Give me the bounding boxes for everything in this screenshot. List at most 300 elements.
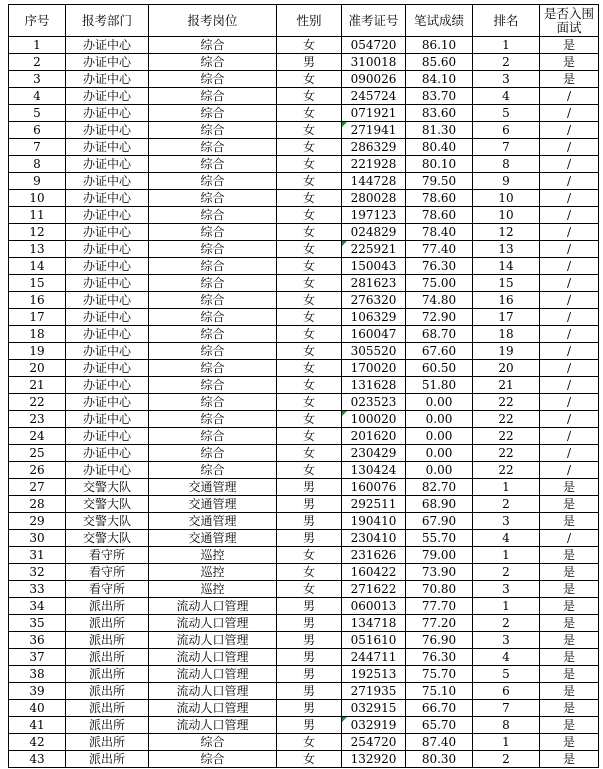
seq-cell: 9 [9, 173, 66, 190]
table-row [9, 207, 599, 224]
rank-cell: 18 [473, 326, 540, 343]
score-cell: 68.90 [406, 496, 473, 513]
exam-id-text: 230410 [350, 531, 397, 545]
exam-id-cell [342, 649, 406, 666]
exam-id-cell [342, 700, 406, 717]
table-row [9, 530, 599, 547]
rank-cell: 9 [473, 173, 540, 190]
table-row [9, 394, 599, 411]
department-cell: 办证中心 [66, 343, 149, 360]
position-cell: 综合 [149, 207, 277, 224]
department-cell: 办证中心 [66, 326, 149, 343]
rank-cell: 5 [473, 666, 540, 683]
position-cell: 综合 [149, 428, 277, 445]
exam-id-text: 160076 [350, 480, 397, 494]
results-table [8, 4, 599, 768]
seq-cell: 29 [9, 513, 66, 530]
gender-cell: 女 [277, 462, 342, 479]
exam-id-cell [342, 156, 406, 173]
exam-id-cell [342, 292, 406, 309]
gender-cell: 女 [277, 445, 342, 462]
department-cell: 派出所 [66, 632, 149, 649]
gender-cell: 男 [277, 530, 342, 547]
exam-id-text: 150043 [350, 259, 397, 273]
exam-id-cell [342, 241, 406, 258]
table-row [9, 683, 599, 700]
seq-cell: 3 [9, 71, 66, 88]
interview-cell: / [540, 343, 599, 360]
exam-id-cell [342, 343, 406, 360]
exam-id-text: 271935 [350, 684, 397, 698]
header-exam-id: 准考证号 [342, 5, 406, 37]
header-row [9, 5, 599, 37]
position-cell: 巡控 [149, 581, 277, 598]
gender-cell: 男 [277, 615, 342, 632]
interview-cell: / [540, 139, 599, 156]
department-cell: 看守所 [66, 547, 149, 564]
score-cell: 76.30 [406, 649, 473, 666]
department-cell: 交警大队 [66, 530, 149, 547]
department-cell: 办证中心 [66, 37, 149, 54]
rank-cell: 21 [473, 377, 540, 394]
score-cell: 67.90 [406, 513, 473, 530]
position-cell: 综合 [149, 462, 277, 479]
seq-cell: 30 [9, 530, 66, 547]
gender-cell: 女 [277, 428, 342, 445]
cell-flag-marker-icon [342, 411, 347, 416]
exam-id-cell [342, 683, 406, 700]
score-cell: 84.10 [406, 71, 473, 88]
gender-cell: 女 [277, 224, 342, 241]
score-cell: 78.60 [406, 207, 473, 224]
interview-cell: / [540, 88, 599, 105]
interview-cell: / [540, 258, 599, 275]
gender-cell: 男 [277, 54, 342, 71]
table-row [9, 37, 599, 54]
position-cell: 流动人口管理 [149, 649, 277, 666]
gender-cell: 男 [277, 649, 342, 666]
position-cell: 综合 [149, 122, 277, 139]
seq-cell: 8 [9, 156, 66, 173]
interview-cell: 是 [540, 598, 599, 615]
score-cell: 0.00 [406, 428, 473, 445]
position-cell: 综合 [149, 309, 277, 326]
position-cell: 综合 [149, 54, 277, 71]
interview-cell: 是 [540, 496, 599, 513]
position-cell: 综合 [149, 445, 277, 462]
exam-id-cell [342, 190, 406, 207]
exam-id-cell [342, 445, 406, 462]
score-cell: 75.70 [406, 666, 473, 683]
position-cell: 流动人口管理 [149, 666, 277, 683]
score-cell: 83.70 [406, 88, 473, 105]
cell-flag-marker-icon [342, 241, 347, 246]
rank-cell: 19 [473, 343, 540, 360]
department-cell: 办证中心 [66, 309, 149, 326]
rank-cell: 3 [473, 632, 540, 649]
interview-cell: 是 [540, 581, 599, 598]
rank-cell: 22 [473, 445, 540, 462]
gender-cell: 男 [277, 479, 342, 496]
header-seq: 序号 [9, 5, 66, 37]
rank-cell: 3 [473, 581, 540, 598]
position-cell: 综合 [149, 71, 277, 88]
interview-cell: 是 [540, 700, 599, 717]
score-cell: 76.90 [406, 632, 473, 649]
department-cell: 办证中心 [66, 411, 149, 428]
exam-id-cell [342, 54, 406, 71]
position-cell: 综合 [149, 377, 277, 394]
rank-cell: 20 [473, 360, 540, 377]
seq-cell: 25 [9, 445, 66, 462]
gender-cell: 女 [277, 343, 342, 360]
table-row [9, 632, 599, 649]
gender-cell: 男 [277, 513, 342, 530]
rank-cell: 1 [473, 734, 540, 751]
seq-cell: 14 [9, 258, 66, 275]
score-cell: 0.00 [406, 462, 473, 479]
gender-cell: 女 [277, 275, 342, 292]
exam-id-cell [342, 207, 406, 224]
position-cell: 流动人口管理 [149, 717, 277, 734]
interview-cell: / [540, 207, 599, 224]
department-cell: 办证中心 [66, 190, 149, 207]
gender-cell: 女 [277, 394, 342, 411]
department-cell: 办证中心 [66, 377, 149, 394]
interview-cell: / [540, 326, 599, 343]
rank-cell: 3 [473, 71, 540, 88]
table-row [9, 88, 599, 105]
header-gender: 性别 [277, 5, 342, 37]
position-cell: 综合 [149, 37, 277, 54]
table-row [9, 173, 599, 190]
position-cell: 流动人口管理 [149, 632, 277, 649]
seq-cell: 20 [9, 360, 66, 377]
interview-cell: / [540, 173, 599, 190]
exam-id-text: 276320 [350, 293, 397, 307]
department-cell: 办证中心 [66, 173, 149, 190]
exam-id-cell [342, 479, 406, 496]
department-cell: 办证中心 [66, 428, 149, 445]
rank-cell: 6 [473, 683, 540, 700]
exam-id-cell [342, 360, 406, 377]
department-cell: 派出所 [66, 615, 149, 632]
score-cell: 86.10 [406, 37, 473, 54]
score-cell: 65.70 [406, 717, 473, 734]
table-row [9, 275, 599, 292]
score-cell: 77.40 [406, 241, 473, 258]
position-cell: 流动人口管理 [149, 598, 277, 615]
exam-id-text: 225921 [350, 242, 397, 256]
interview-cell: / [540, 462, 599, 479]
interview-cell: / [540, 275, 599, 292]
interview-cell: / [540, 241, 599, 258]
score-cell: 76.30 [406, 258, 473, 275]
rank-cell: 13 [473, 241, 540, 258]
seq-cell: 19 [9, 343, 66, 360]
gender-cell: 男 [277, 496, 342, 513]
score-cell: 83.60 [406, 105, 473, 122]
score-cell: 67.60 [406, 343, 473, 360]
position-cell: 综合 [149, 173, 277, 190]
score-cell: 68.70 [406, 326, 473, 343]
gender-cell: 女 [277, 411, 342, 428]
interview-cell: / [540, 411, 599, 428]
table-row [9, 105, 599, 122]
seq-cell: 15 [9, 275, 66, 292]
interview-cell: 是 [540, 547, 599, 564]
seq-cell: 41 [9, 717, 66, 734]
department-cell: 办证中心 [66, 88, 149, 105]
rank-cell: 5 [473, 105, 540, 122]
score-cell: 78.60 [406, 190, 473, 207]
exam-id-text: 131628 [350, 378, 397, 392]
gender-cell: 女 [277, 122, 342, 139]
table-row [9, 496, 599, 513]
gender-cell: 女 [277, 564, 342, 581]
position-cell: 综合 [149, 275, 277, 292]
seq-cell: 43 [9, 751, 66, 768]
seq-cell: 38 [9, 666, 66, 683]
rank-cell: 1 [473, 598, 540, 615]
exam-id-cell [342, 615, 406, 632]
seq-cell: 7 [9, 139, 66, 156]
interview-cell: 是 [540, 71, 599, 88]
exam-id-text: 023523 [350, 395, 397, 409]
table-row [9, 258, 599, 275]
gender-cell: 女 [277, 173, 342, 190]
exam-id-cell [342, 717, 406, 734]
gender-cell: 女 [277, 581, 342, 598]
department-cell: 办证中心 [66, 54, 149, 71]
exam-id-cell [342, 632, 406, 649]
exam-id-text: 190410 [350, 514, 397, 528]
rank-cell: 22 [473, 411, 540, 428]
table-row [9, 564, 599, 581]
exam-id-text: 221928 [350, 157, 397, 171]
position-cell: 综合 [149, 156, 277, 173]
score-cell: 78.40 [406, 224, 473, 241]
seq-cell: 22 [9, 394, 66, 411]
exam-id-cell [342, 105, 406, 122]
interview-cell: / [540, 394, 599, 411]
rank-cell: 10 [473, 190, 540, 207]
score-cell: 87.40 [406, 734, 473, 751]
department-cell: 办证中心 [66, 258, 149, 275]
table-row [9, 190, 599, 207]
department-cell: 交警大队 [66, 496, 149, 513]
exam-id-text: 134718 [350, 616, 397, 630]
gender-cell: 女 [277, 241, 342, 258]
seq-cell: 23 [9, 411, 66, 428]
position-cell: 综合 [149, 139, 277, 156]
seq-cell: 4 [9, 88, 66, 105]
score-cell: 77.20 [406, 615, 473, 632]
exam-id-text: 054720 [350, 38, 397, 52]
position-cell: 交通管理 [149, 530, 277, 547]
interview-cell: 是 [540, 513, 599, 530]
rank-cell: 8 [473, 717, 540, 734]
interview-cell: 是 [540, 37, 599, 54]
table-row [9, 462, 599, 479]
position-cell: 交通管理 [149, 479, 277, 496]
seq-cell: 37 [9, 649, 66, 666]
gender-cell: 女 [277, 139, 342, 156]
interview-cell: 是 [540, 54, 599, 71]
rank-cell: 2 [473, 54, 540, 71]
table-row [9, 428, 599, 445]
interview-cell: / [540, 309, 599, 326]
table-row [9, 751, 599, 768]
exam-id-cell [342, 122, 406, 139]
exam-id-cell [342, 428, 406, 445]
table-body [9, 37, 599, 768]
rank-cell: 10 [473, 207, 540, 224]
department-cell: 派出所 [66, 649, 149, 666]
exam-id-cell [342, 513, 406, 530]
gender-cell: 男 [277, 598, 342, 615]
exam-id-cell [342, 564, 406, 581]
rank-cell: 7 [473, 700, 540, 717]
interview-cell: 是 [540, 479, 599, 496]
interview-cell: 是 [540, 649, 599, 666]
table-row [9, 598, 599, 615]
gender-cell: 女 [277, 734, 342, 751]
seq-cell: 28 [9, 496, 66, 513]
score-cell: 55.70 [406, 530, 473, 547]
exam-id-cell [342, 71, 406, 88]
exam-id-cell [342, 666, 406, 683]
position-cell: 综合 [149, 224, 277, 241]
exam-id-cell [342, 496, 406, 513]
table-row [9, 700, 599, 717]
rank-cell: 1 [473, 479, 540, 496]
seq-cell: 16 [9, 292, 66, 309]
interview-cell: / [540, 360, 599, 377]
table-row [9, 615, 599, 632]
table-row [9, 139, 599, 156]
score-cell: 0.00 [406, 411, 473, 428]
position-cell: 综合 [149, 241, 277, 258]
table-row [9, 547, 599, 564]
exam-id-cell [342, 37, 406, 54]
interview-cell: / [540, 190, 599, 207]
exam-id-text: 106329 [350, 310, 397, 324]
score-cell: 82.70 [406, 479, 473, 496]
gender-cell: 女 [277, 292, 342, 309]
seq-cell: 5 [9, 105, 66, 122]
rank-cell: 8 [473, 156, 540, 173]
rank-cell: 7 [473, 139, 540, 156]
exam-id-text: 271941 [350, 123, 397, 137]
department-cell: 办证中心 [66, 360, 149, 377]
gender-cell: 女 [277, 360, 342, 377]
rank-cell: 22 [473, 462, 540, 479]
score-cell: 77.70 [406, 598, 473, 615]
exam-id-cell [342, 139, 406, 156]
seq-cell: 34 [9, 598, 66, 615]
exam-id-text: 286329 [350, 140, 397, 154]
exam-id-text: 130424 [350, 463, 397, 477]
score-cell: 0.00 [406, 445, 473, 462]
exam-id-text: 305520 [350, 344, 397, 358]
exam-id-cell [342, 275, 406, 292]
score-cell: 66.70 [406, 700, 473, 717]
exam-id-cell [342, 394, 406, 411]
table-row [9, 581, 599, 598]
seq-cell: 13 [9, 241, 66, 258]
department-cell: 办证中心 [66, 394, 149, 411]
gender-cell: 女 [277, 156, 342, 173]
interview-cell: 是 [540, 666, 599, 683]
score-cell: 70.80 [406, 581, 473, 598]
exam-id-text: 230429 [350, 446, 397, 460]
department-cell: 交警大队 [66, 479, 149, 496]
rank-cell: 15 [473, 275, 540, 292]
position-cell: 流动人口管理 [149, 683, 277, 700]
department-cell: 派出所 [66, 666, 149, 683]
table-row [9, 122, 599, 139]
exam-id-text: 160422 [350, 565, 397, 579]
interview-cell: / [540, 156, 599, 173]
table-row [9, 479, 599, 496]
exam-id-cell [342, 258, 406, 275]
cell-flag-marker-icon [342, 122, 347, 127]
position-cell: 综合 [149, 105, 277, 122]
seq-cell: 12 [9, 224, 66, 241]
score-cell: 60.50 [406, 360, 473, 377]
interview-cell: / [540, 428, 599, 445]
table-row [9, 377, 599, 394]
exam-id-text: 132920 [350, 752, 397, 766]
seq-cell: 11 [9, 207, 66, 224]
seq-cell: 39 [9, 683, 66, 700]
department-cell: 办证中心 [66, 445, 149, 462]
score-cell: 80.30 [406, 751, 473, 768]
gender-cell: 女 [277, 190, 342, 207]
seq-cell: 32 [9, 564, 66, 581]
cell-flag-marker-icon [342, 717, 347, 722]
position-cell: 综合 [149, 411, 277, 428]
score-cell: 72.90 [406, 309, 473, 326]
department-cell: 交警大队 [66, 513, 149, 530]
exam-id-text: 244711 [350, 650, 397, 664]
rank-cell: 17 [473, 309, 540, 326]
position-cell: 综合 [149, 360, 277, 377]
department-cell: 办证中心 [66, 71, 149, 88]
gender-cell: 男 [277, 700, 342, 717]
score-cell: 75.00 [406, 275, 473, 292]
score-cell: 73.90 [406, 564, 473, 581]
exam-id-text: 292511 [350, 497, 397, 511]
interview-cell: 是 [540, 615, 599, 632]
position-cell: 交通管理 [149, 496, 277, 513]
table-row [9, 224, 599, 241]
interview-cell: 是 [540, 734, 599, 751]
score-cell: 75.10 [406, 683, 473, 700]
exam-id-cell [342, 581, 406, 598]
interview-cell: / [540, 292, 599, 309]
table-row [9, 411, 599, 428]
interview-cell: / [540, 122, 599, 139]
seq-cell: 1 [9, 37, 66, 54]
table-row [9, 156, 599, 173]
gender-cell: 女 [277, 751, 342, 768]
department-cell: 派出所 [66, 751, 149, 768]
score-cell: 80.10 [406, 156, 473, 173]
seq-cell: 24 [9, 428, 66, 445]
exam-id-text: 160047 [350, 327, 397, 341]
